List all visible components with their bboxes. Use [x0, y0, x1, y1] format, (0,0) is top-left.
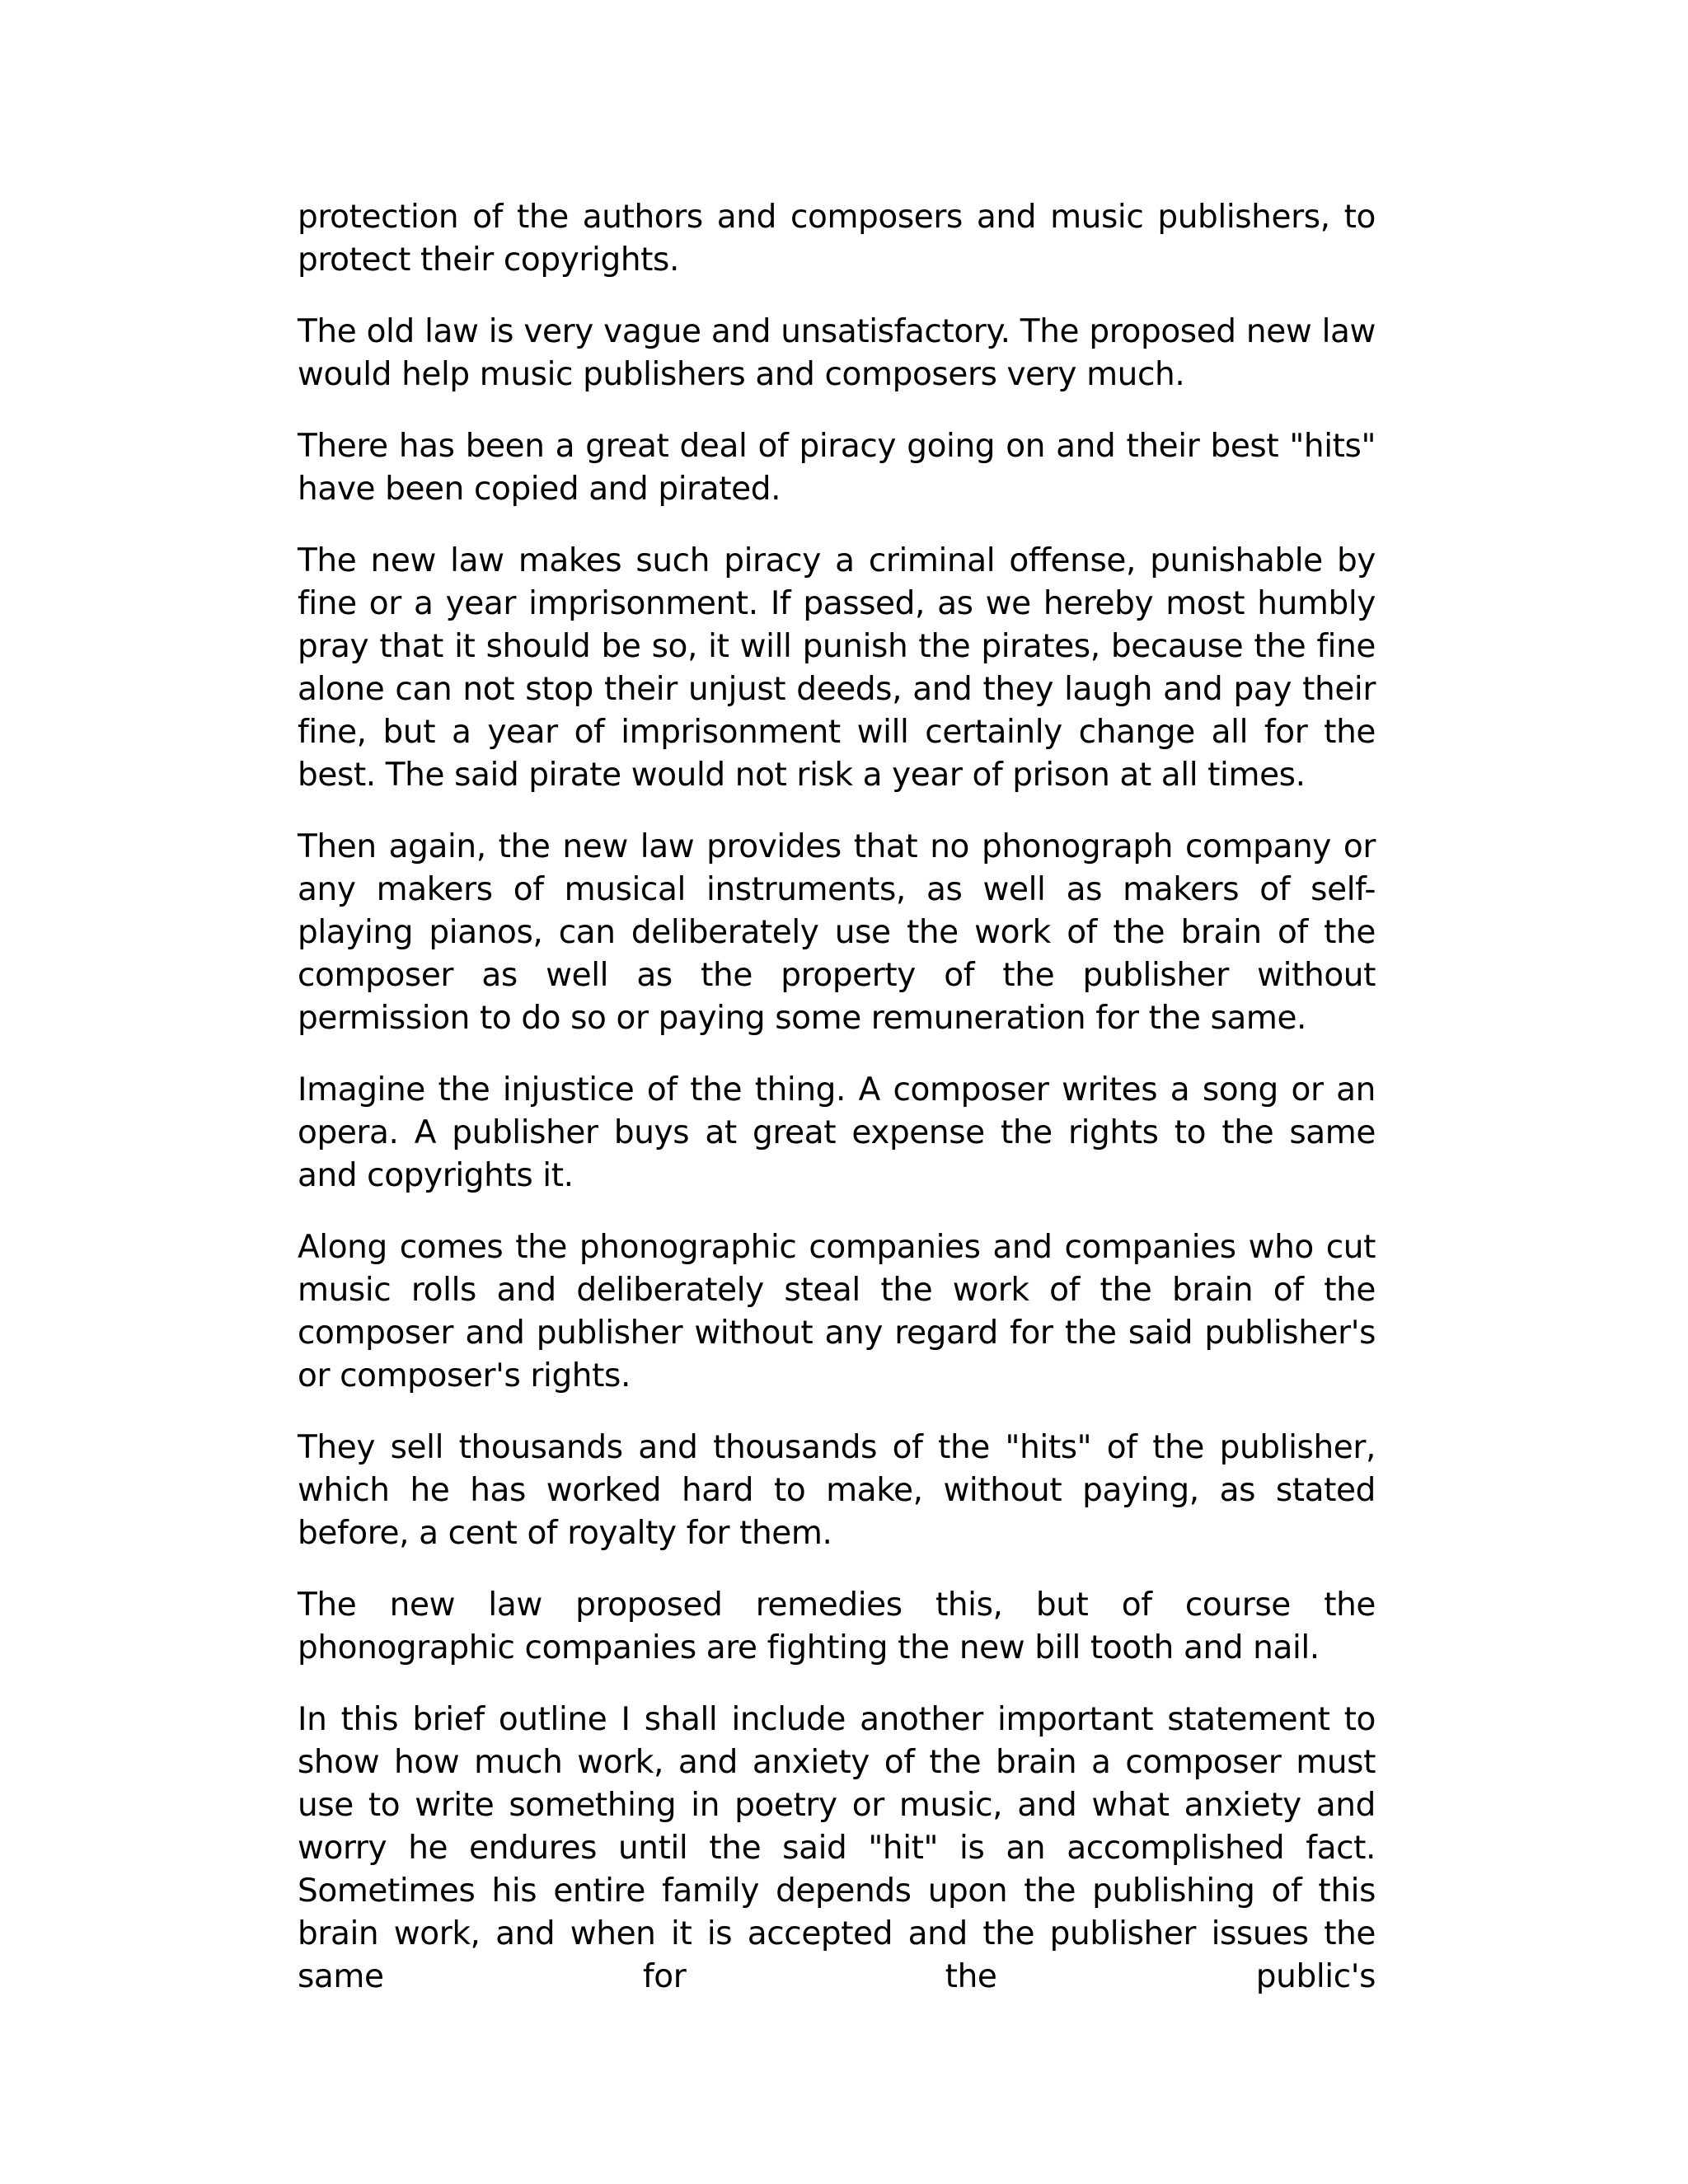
paragraph-6: Imagine the injustice of the thing. A composer writes a song or an opera. A publisher buys at great expense the rights to the same and copyrights it. [298, 1071, 1376, 1194]
paragraph-9: The new law proposed remedies this, but of course the phonographic companies are fighting the new bill tooth and nail. [298, 1586, 1376, 1666]
paragraph-1: protection of the authors and composers and music publishers, to protect their copyrights. [298, 199, 1376, 279]
paragraph-8: They sell thousands and thousands of the "hits" of the publisher, which he has worked hard to make, without paying, as stated before, a cent of royalty for them. [298, 1429, 1376, 1552]
paragraph-4: The new law makes such piracy a criminal offense, punishable by fine or a year imprisonment. If passed, as we hereby most humbly pray that it should be so, it will punish the pirates, because the fine alone can not stop their unjust deeds, and they laugh and pay their fine, but a year of imprisonment will certainly change all for the best. The said pirate would not risk a year of prison at all times. [298, 542, 1376, 794]
paragraph-5: Then again, the new law provides that no phonograph company or any makers of musical instruments, as well as makers of self-playing pianos, can deliberately use the work of the brain of the composer as well as the property of the publisher without permission to do so or paying some remuneration for the same. [298, 828, 1376, 1037]
paragraph-7: Along comes the phonographic companies and companies who cut music rolls and deliberately steal the work of the brain of the composer and publisher without any regard for the said publisher's or composer's rights. [298, 1229, 1376, 1394]
paragraph-2: The old law is very vague and unsatisfactory. The proposed new law would help music publishers and composers very much. [298, 313, 1376, 393]
paragraph-10: In this brief outline I shall include another important statement to show how much work, and anxiety of the brain a composer must use to write something in poetry or music, and what anxiety and worry he endures until the said "hit" is an accomplished fact. Sometimes his entire family depends upon the publishing of this brain work, and when it is accepted and the publisher issues the same for the public's [298, 1701, 1376, 1995]
document-page [298, 196, 1376, 2027]
paragraph-3: There has been a great deal of piracy going on and their best "hits" have been copied and pirated. [298, 428, 1376, 508]
